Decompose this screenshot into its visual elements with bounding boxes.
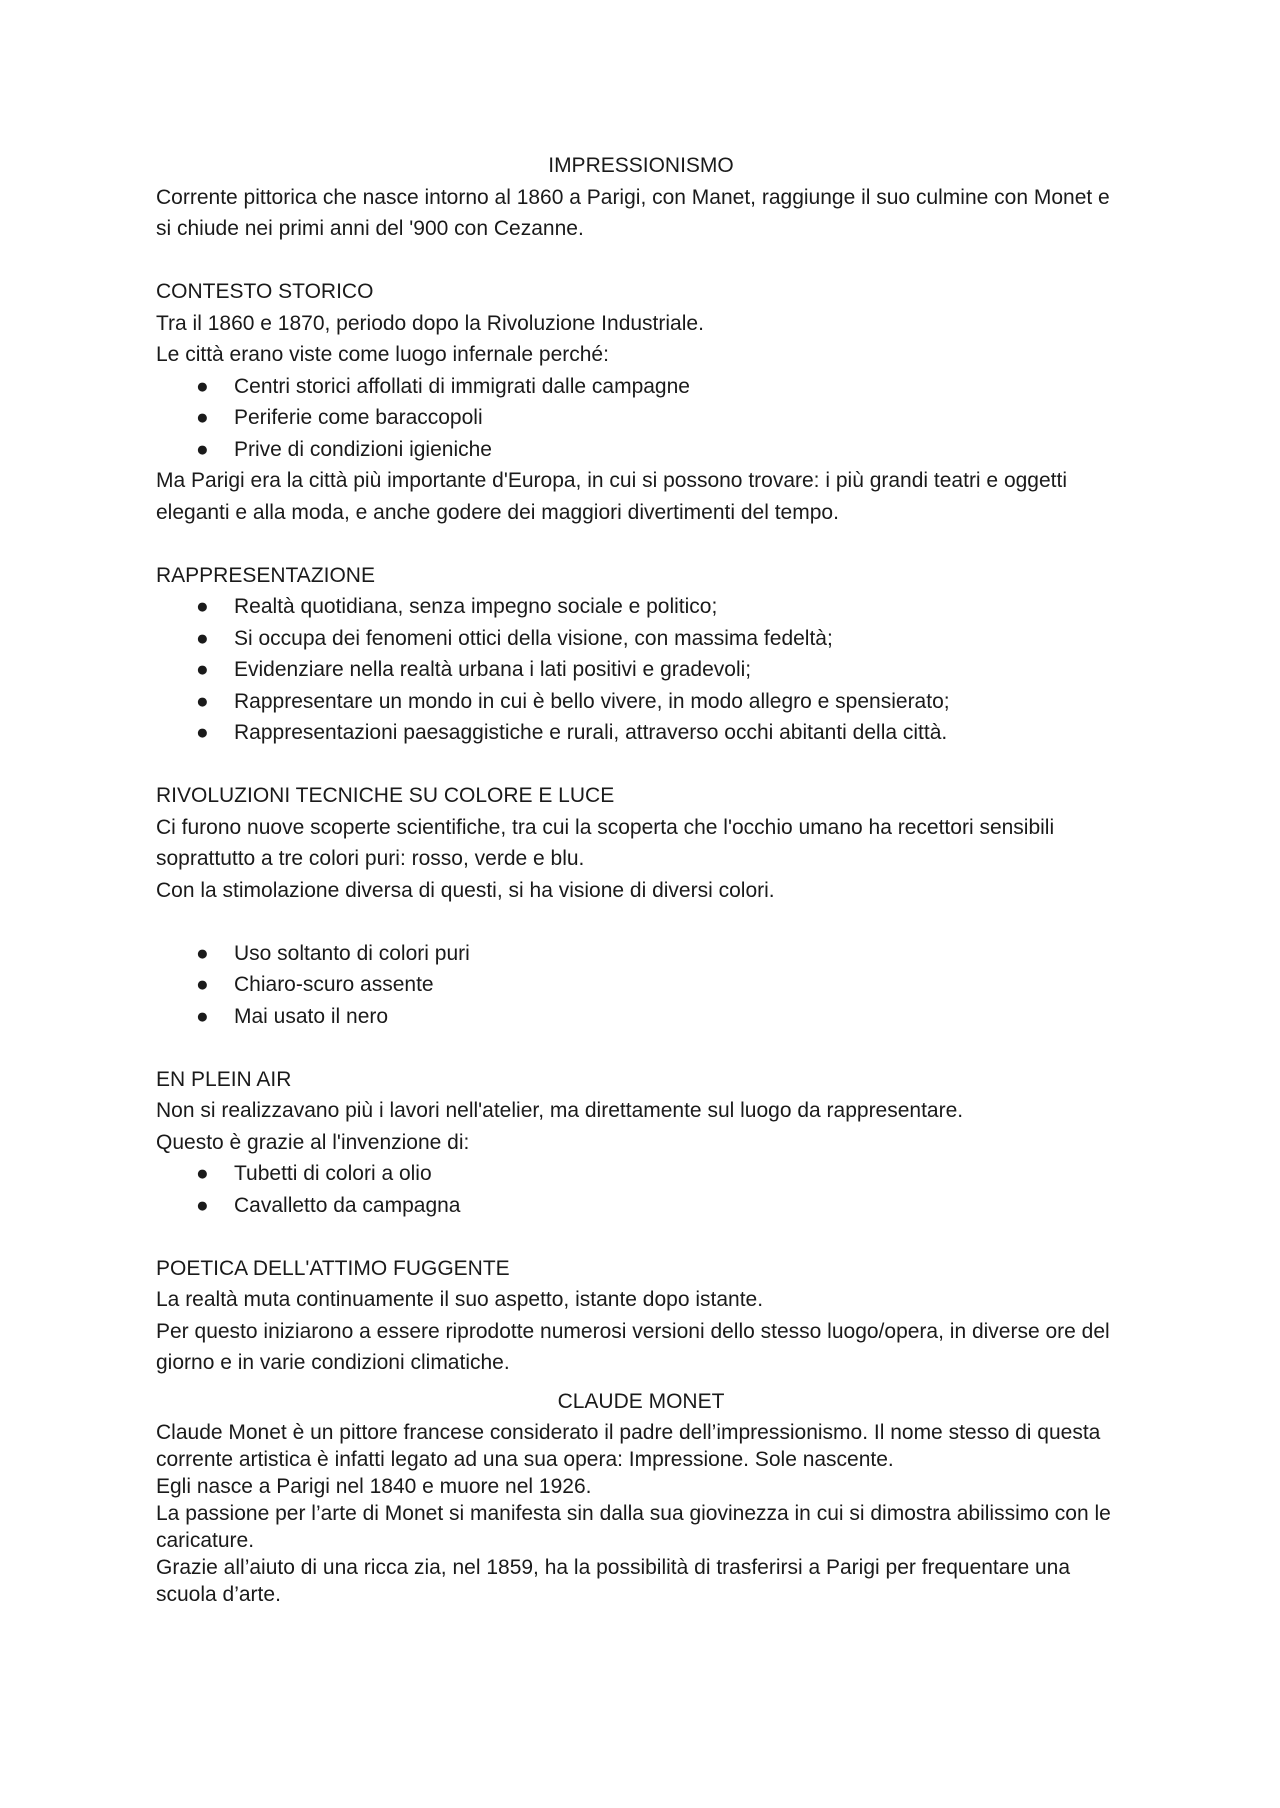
list-item: ● Centri storici affollati di immigrati dalle campagne [156, 371, 1126, 403]
document-page [156, 150, 1126, 1608]
section-heading-pleinair: EN PLEIN AIR [156, 1067, 292, 1091]
section-heading-rappresentazione: RAPPRESENTAZIONE [156, 563, 375, 587]
monet-title: CLAUDE MONET [557, 1389, 725, 1413]
section-heading-rivoluzioni: RIVOLUZIONI TECNICHE SU COLORE E LUCE [156, 784, 615, 807]
bullet-icon: ● [196, 973, 209, 996]
list-item: ● Periferie come baraccopoli [156, 402, 1126, 434]
spacer [156, 1221, 1126, 1253]
list-item: ● Mai usato il nero [156, 1001, 1126, 1033]
list-item: ● Uso soltanto di colori puri [156, 938, 1126, 970]
monet-paragraph-2: Egli nasce a Parigi nel 1840 e muore nel 1926. [156, 1475, 592, 1498]
spacer [156, 528, 1126, 560]
spacer [156, 245, 1126, 277]
monet-paragraph-1: Claude Monet è un pittore francese considerato il padre dell’impressionismo. Il nome stesso di questa corrente artistica è infatti legato ad una sua opera: Impressione. Sole nascente. [156, 1421, 1101, 1471]
bullet-icon: ● [196, 406, 209, 429]
bullet-icon: ● [196, 374, 209, 398]
contesto-bullet-list [156, 371, 1126, 466]
list-item: ● Tubetti di colori a olio [156, 1158, 1126, 1190]
document-title: IMPRESSIONISMO [548, 154, 734, 177]
intro-paragraph: Corrente pittorica che nasce intorno al 1860 a Parigi, con Manet, raggiunge il suo culmine con Monet e si chiude nei primi anni del '900 con Cezanne. [156, 185, 1110, 240]
list-item: ● Rappresentare un mondo in cui è bello vivere, in modo allegro e spensierato; [156, 686, 1126, 718]
section-heading-contesto: CONTESTO STORICO [156, 280, 374, 303]
spacer [156, 1032, 1126, 1064]
pleinair-line-2: Questo è grazie al l'invenzione di: [156, 1130, 470, 1154]
list-item: ● Rappresentazioni paesaggistiche e rurali, attraverso occhi abitanti della città. [156, 717, 1126, 749]
bullet-icon: ● [196, 689, 209, 713]
bullet-icon: ● [196, 1162, 209, 1185]
bullet-icon: ● [196, 437, 209, 461]
rivoluzioni-bullet-list [156, 938, 1126, 1033]
list-item: ● Realtà quotidiana, senza impegno sociale e politico; [156, 591, 1126, 623]
monet-section [156, 1419, 1126, 1608]
list-item: ● Prive di condizioni igieniche [156, 434, 1126, 466]
poetica-line-1: La realtà muta continuamente il suo aspetto, istante dopo istante. [156, 1288, 764, 1311]
bullet-icon: ● [196, 658, 209, 681]
section-heading-poetica: POETICA DELL'ATTIMO FUGGENTE [156, 1256, 510, 1280]
list-item: ● Cavalletto da campagna [156, 1190, 1126, 1222]
bullet-icon: ● [196, 721, 209, 744]
bullet-icon: ● [196, 626, 209, 650]
spacer [156, 749, 1126, 781]
bullet-icon: ● [196, 1193, 209, 1217]
list-item: ● Evidenziare nella realtà urbana i lati positivi e gradevoli; [156, 654, 1126, 686]
monet-paragraph-4: Grazie all’aiuto di una ricca zia, nel 1859, ha la possibilità di trasferirsi a Parigi per frequentare una scuola d’arte. [156, 1556, 1070, 1606]
contesto-line-1: Tra il 1860 e 1870, periodo dopo la Rivoluzione Industriale. [156, 311, 704, 335]
list-item: ● Chiaro-scuro assente [156, 969, 1126, 1001]
rivoluzioni-paragraph-1: Ci furono nuove scoperte scientifiche, tra cui la scoperta che l'occhio umano ha recettori sensibili soprattutto a tre colori puri: rosso, verde e blu. [156, 815, 1055, 870]
poetica-paragraph: Per questo iniziarono a essere riprodotte numerosi versioni dello stesso luogo/opera, in diverse ore del giorno e in varie condizioni climatiche. [156, 1319, 1110, 1374]
list-item: ● Si occupa dei fenomeni ottici della visione, con massima fedeltà; [156, 623, 1126, 655]
bullet-icon: ● [196, 595, 209, 618]
pleinair-bullet-list [156, 1158, 1126, 1221]
monet-paragraph-3: La passione per l’arte di Monet si manifesta sin dalla sua giovinezza in cui si dimostra abilissimo con le caricature. [156, 1502, 1111, 1552]
bullet-icon: ● [196, 1004, 209, 1028]
contesto-line-2: Le città erano viste come luogo infernale perché: [156, 343, 609, 366]
spacer [156, 906, 1126, 938]
contesto-paragraph: Ma Parigi era la città più importante d'Europa, in cui si possono trovare: i più grandi teatri e oggetti eleganti e alla moda, e anche godere dei maggiori divertimenti del tempo. [156, 469, 1067, 524]
rivoluzioni-paragraph-2: Con la stimolazione diversa di questi, si ha visione di diversi colori. [156, 878, 775, 902]
pleinair-line-1: Non si realizzavano più i lavori nell'atelier, ma direttamente sul luogo da rappresentare. [156, 1099, 964, 1122]
rappresentazione-bullet-list [156, 591, 1126, 749]
bullet-icon: ● [196, 941, 209, 965]
